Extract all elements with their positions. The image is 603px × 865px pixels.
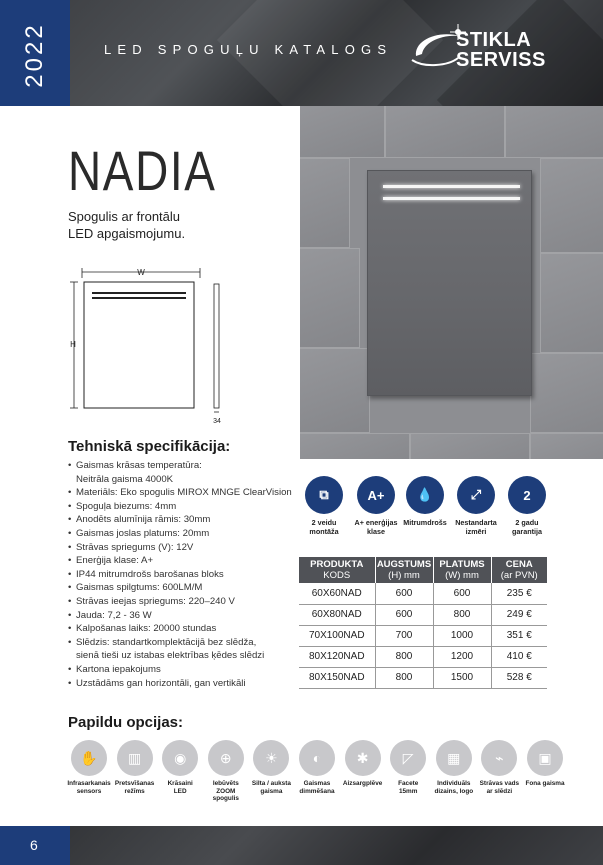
feature-icons <box>296 476 556 538</box>
wall-tile <box>540 253 603 353</box>
wall-tile <box>530 433 603 459</box>
table-cell: 249 € <box>491 604 547 625</box>
column-header-line: PLATUMS <box>439 559 485 570</box>
wall-tile <box>505 106 603 158</box>
spec-item: • Uzstādāms gan horizontāli, gan vertikāli <box>68 677 308 691</box>
infrared-sensor-icon: ✋ <box>71 740 107 776</box>
table-cell: 60X60NAD <box>299 583 375 604</box>
spec-list <box>68 459 308 690</box>
wall-tile <box>540 158 603 253</box>
option-label <box>294 780 340 795</box>
option-label <box>522 780 568 788</box>
wall-tile <box>300 248 360 348</box>
option-label <box>157 780 203 795</box>
color-led-icon: ◉ <box>162 740 198 776</box>
feature-label <box>296 519 352 536</box>
product-name: NADIA <box>68 139 217 202</box>
wall-tile <box>300 158 350 248</box>
depth-label: 34 <box>213 418 221 425</box>
table-cell: 235 € <box>491 583 547 604</box>
table-row <box>299 604 547 625</box>
option-label <box>476 780 522 795</box>
logo-text-line1: STIKLA <box>456 29 532 51</box>
warm-cold-light-icon: ☀ <box>253 740 289 776</box>
option-label <box>431 780 477 795</box>
feature-label-line: Mitrumdrošs <box>403 518 447 527</box>
brand-logo <box>408 22 558 74</box>
feature-label-line: A+ enerģijas <box>354 518 398 527</box>
option-label-line: Gaismas <box>303 780 331 787</box>
spec-item: • Enerģija klase: A+ <box>68 554 308 568</box>
column-header-line: CENA <box>505 559 533 570</box>
column-header-line: PRODUKTA <box>310 559 364 570</box>
spec-item: • Anodēts alumīnija rāmis: 30mm <box>68 513 308 527</box>
feature-label-line: 2 gadu <box>515 518 539 527</box>
feature-item <box>499 476 555 536</box>
option-label <box>340 780 386 788</box>
column-header-line: AUGSTUMS <box>376 559 432 570</box>
spec-item: • Strāvas ieejas spriegums: 220–240 V <box>68 595 308 609</box>
option-item <box>203 740 249 803</box>
spec-heading: Tehniskā specifikācija: <box>68 438 231 455</box>
water-drop-icon: 💧 <box>406 476 444 514</box>
spec-item: • Slēdzis: standartkomplektācijā bez slēdža, <box>68 636 308 650</box>
bevel-icon: ◸ <box>390 740 426 776</box>
height-label: H <box>70 340 76 349</box>
option-label-line: Iebūvēts <box>212 780 239 787</box>
table-cell: 800 <box>375 646 433 667</box>
table-row <box>299 646 547 667</box>
option-item <box>66 740 112 795</box>
column-header <box>433 557 491 583</box>
table-cell: 60X80NAD <box>299 604 375 625</box>
table-cell: 80X120NAD <box>299 646 375 667</box>
option-item <box>522 740 568 788</box>
spec-item: • Kalpošanas laiks: 20000 stundas <box>68 622 308 636</box>
column-header-subline: (H) mm <box>388 570 420 581</box>
column-header <box>299 557 375 583</box>
spec-item: • Spoguļa biezums: 4mm <box>68 500 308 514</box>
option-label <box>112 780 158 795</box>
option-item <box>248 740 294 795</box>
option-label-line: Strāvas vads <box>479 780 520 787</box>
option-item <box>340 740 386 788</box>
energy-class-icon: A+ <box>357 476 395 514</box>
spec-item: • Gaismas spilgtums: 600LM/M <box>68 581 308 595</box>
table-cell: 70X100NAD <box>299 625 375 646</box>
option-item <box>431 740 477 795</box>
table-cell: 528 € <box>491 667 547 688</box>
option-label-line: 15mm <box>398 787 418 795</box>
feature-label-line: izmēri <box>465 526 487 536</box>
custom-design-icon: ▦ <box>436 740 472 776</box>
table-cell: 600 <box>375 604 433 625</box>
spec-item: • IP44 mitrumdrošs barošanas bloks <box>68 568 308 582</box>
table-header-row <box>299 557 547 583</box>
option-label-line: dimmēšana <box>299 787 335 795</box>
option-label-line: gaisma <box>260 787 283 795</box>
option-label-line: Individuāls <box>437 780 471 787</box>
table-cell: 1000 <box>433 625 491 646</box>
spec-item: • Strāvas spriegums (V): 12V <box>68 541 308 555</box>
option-icons <box>66 740 566 810</box>
table-cell: 700 <box>375 625 433 646</box>
option-label-line: režīms <box>124 787 145 795</box>
warranty-icon: 2 <box>508 476 546 514</box>
option-label-line: Pretsvīšanas <box>114 780 155 787</box>
feature-item <box>296 476 352 536</box>
option-label-line: ar slēdzi <box>486 787 513 795</box>
column-header-subline: KODS <box>323 570 351 581</box>
option-label-line: Krāsaini <box>167 780 193 787</box>
option-label-line: Fona gaisma <box>525 780 565 787</box>
year-band <box>0 0 70 106</box>
cable-switch-icon: ⌁ <box>481 740 517 776</box>
feature-label-line: 2 veidu <box>311 518 337 527</box>
option-label-line: Aizsargplēve <box>342 780 383 787</box>
spec-item: • Jauda: 7,2 - 36 W <box>68 609 308 623</box>
feature-label-line: garantija <box>512 526 542 536</box>
catalog-year: 2022 <box>21 22 48 88</box>
table-row <box>299 667 547 688</box>
option-label-line: LED <box>173 787 187 795</box>
wall-tile <box>410 433 530 459</box>
option-item <box>157 740 203 795</box>
spec-item: • Gaismas krāsas temperatūra: <box>68 459 308 473</box>
option-label-line: Facete <box>398 780 419 787</box>
table-cell: 80X150NAD <box>299 667 375 688</box>
spec-item: • Materiāls: Eko spogulis MIROX MNGE ClearVision <box>68 486 308 500</box>
feature-label-line: Nestandarta <box>455 518 497 527</box>
subtitle-line: Spogulis ar frontālu <box>68 209 181 224</box>
table-cell: 800 <box>375 667 433 688</box>
table-cell: 1500 <box>433 667 491 688</box>
option-label-line: Infrasarkanais <box>67 780 111 787</box>
table-cell: 800 <box>433 604 491 625</box>
mounting-icon: ⧉ <box>305 476 343 514</box>
wall-tile <box>530 353 603 433</box>
option-label-line: Silta / auksta <box>251 780 291 787</box>
option-label <box>203 780 249 803</box>
product-photo <box>300 106 603 459</box>
feature-label <box>397 519 453 528</box>
table-cell: 600 <box>375 583 433 604</box>
table-body <box>299 583 547 688</box>
wall-tile <box>300 348 370 433</box>
options-heading: Papildu opcijas: <box>68 714 184 731</box>
feature-item <box>397 476 453 528</box>
feature-label <box>448 519 504 536</box>
led-strip <box>383 185 520 188</box>
led-strip <box>383 197 520 200</box>
logo-text-line2: SERVISS <box>456 49 546 71</box>
zoom-mirror-icon: ⊕ <box>208 740 244 776</box>
wall-tile <box>385 106 505 158</box>
table-row <box>299 625 547 646</box>
wall-tile <box>300 106 385 158</box>
page-number: 6 <box>30 837 38 853</box>
spec-item: • Gaismas joslas platums: 20mm <box>68 527 308 541</box>
table-cell: 1200 <box>433 646 491 667</box>
column-header-subline: (W) mm <box>445 570 479 581</box>
product-subtitle <box>68 208 268 242</box>
option-label <box>385 780 431 795</box>
anti-fog-icon: ▥ <box>117 740 153 776</box>
option-label-line: ZOOM spogulis <box>212 787 239 803</box>
column-header <box>491 557 547 583</box>
background-light-icon: ▣ <box>527 740 563 776</box>
table-cell: 410 € <box>491 646 547 667</box>
dimming-icon: ◐ <box>299 740 335 776</box>
feature-label-line: klase <box>367 526 385 536</box>
table-row <box>299 583 547 604</box>
catalog-title: LED SPOGUĻU KATALOGS <box>104 42 393 57</box>
spec-item: • Kartona iepakojums <box>68 663 308 677</box>
price-table <box>299 557 547 689</box>
table-cell: 600 <box>433 583 491 604</box>
protective-film-icon: ✱ <box>345 740 381 776</box>
wall-tile <box>300 433 410 459</box>
option-label-line: sensors <box>76 787 102 795</box>
option-item <box>476 740 522 795</box>
technical-drawing <box>66 264 236 434</box>
option-item <box>385 740 431 795</box>
width-label: W <box>137 268 145 277</box>
spec-item: Neitrāla gaisma 4000K <box>76 473 174 485</box>
option-item <box>294 740 340 795</box>
spec-item: sienā tieši uz istabas elektrības ķēdes slēdzi <box>76 650 265 662</box>
option-label <box>66 780 112 795</box>
feature-label-line: montāža <box>309 526 339 536</box>
column-header <box>375 557 433 583</box>
column-header-subline: (ar PVN) <box>500 570 538 581</box>
option-label-line: dizains, logo <box>434 787 474 795</box>
mirror-image <box>367 170 532 396</box>
subtitle-line: LED apgaismojumu. <box>68 226 186 241</box>
feature-item <box>448 476 504 536</box>
page-footer <box>0 826 603 865</box>
table-cell: 351 € <box>491 625 547 646</box>
option-label <box>248 780 294 795</box>
feature-label <box>348 519 404 536</box>
option-item <box>112 740 158 795</box>
custom-size-icon: ⤢ <box>457 476 495 514</box>
feature-item <box>348 476 404 536</box>
feature-label <box>499 519 555 536</box>
